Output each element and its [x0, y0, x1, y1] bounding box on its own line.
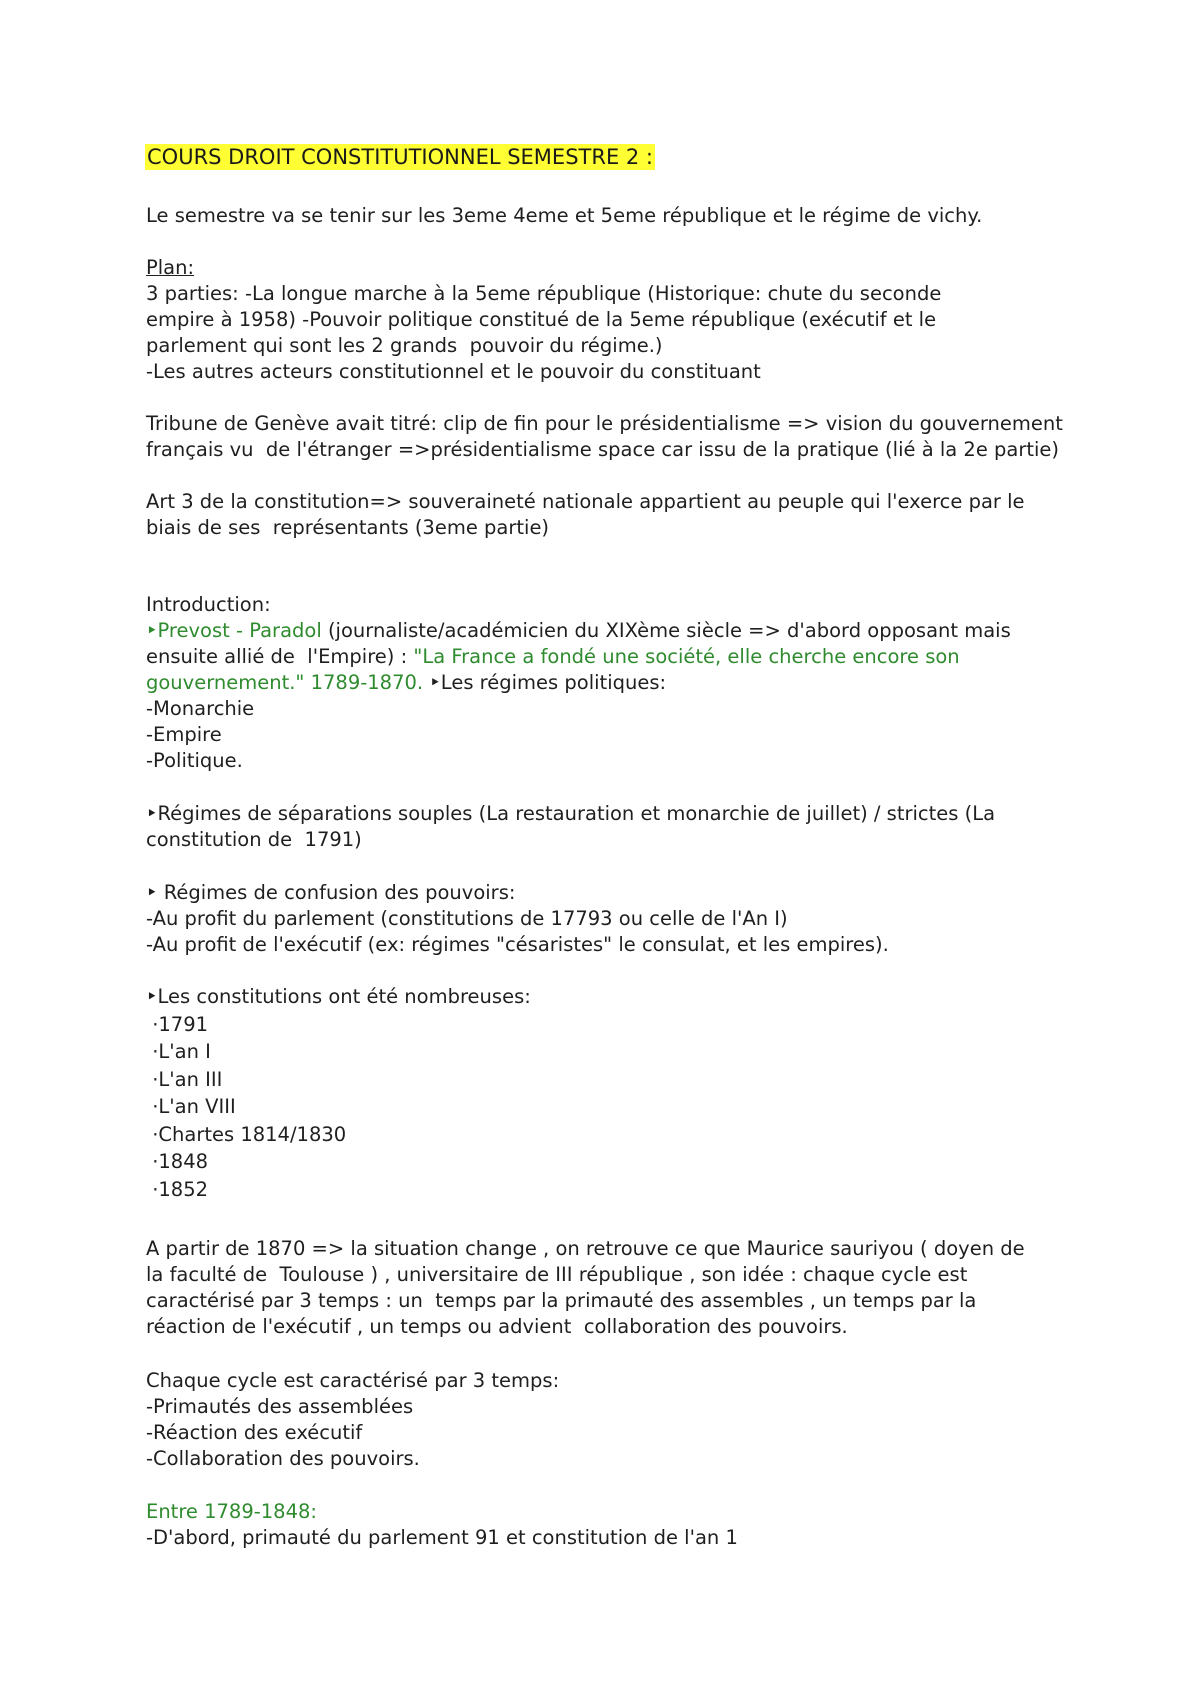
introduction-line-2: ensuite allié de l'Empire) : "La France a fondé une société, elle cherche encore son	[146, 645, 960, 668]
cycle-line: Chaque cycle est caractérisé par 3 temps:	[146, 1369, 560, 1392]
regime-item: -Politique.	[146, 749, 243, 772]
partir-1870-line: caractérisé par 3 temps : un temps par la primauté des assembles , un temps par la	[146, 1289, 977, 1312]
partir-1870-paragraph	[146, 1236, 1096, 1340]
separations-line: constitution de 1791)	[146, 828, 362, 851]
plan-line: parlement qui sont les 2 grands pouvoir du régime.)	[146, 334, 663, 357]
art3-line: biais de ses représentants (3eme partie)	[146, 516, 550, 539]
partir-1870-line: réaction de l'exécutif , un temps ou advient collaboration des pouvoirs.	[146, 1315, 848, 1338]
tribune-line: français vu de l'étranger =>présidentialisme space car issu de la pratique (lié à la 2e partie)	[146, 438, 1060, 461]
intro-line: Le semestre va se tenir sur les 3eme 4eme et 5eme république et le régime de vichy.	[146, 204, 983, 227]
quote-end: gouvernement." 1789-1870.	[146, 671, 430, 694]
tribune-paragraph	[146, 411, 1096, 463]
cycle-line: -Primautés des assemblées	[146, 1395, 414, 1418]
constitution-item: ·1848	[146, 1150, 209, 1173]
plan-section	[146, 255, 1096, 385]
constitution-item: ·1791	[146, 1012, 209, 1036]
title-highlight: COURS DROIT CONSTITUTIONNEL SEMESTRE 2 :	[147, 145, 653, 169]
confusion-line: ‣ Régimes de confusion des pouvoirs:	[146, 881, 516, 904]
constitution-item: ·L'an VIII	[146, 1095, 236, 1118]
confusion-paragraph	[146, 880, 1096, 958]
confusion-line: -Au profit du parlement (constitutions de 17793 ou celle de l'An I)	[146, 907, 788, 930]
cycle-paragraph	[146, 1368, 1096, 1472]
constitution-item: ·L'an I	[146, 1040, 211, 1063]
entre-section	[146, 1499, 1096, 1551]
constitutions-heading: ‣Les constitutions ont été nombreuses:	[146, 985, 531, 1008]
constitutions-section	[146, 983, 1096, 1203]
tribune-line: Tribune de Genève avait titré: clip de fin pour le présidentialisme => vision du gouvernement	[146, 412, 1063, 435]
introduction-line-3: gouvernement." 1789-1870. ‣Les régimes politiques:	[146, 671, 667, 694]
quote: "La France a fondé une société, elle cherche encore son	[413, 645, 960, 668]
document-title	[145, 145, 655, 169]
art3-paragraph	[146, 489, 1096, 541]
plan-line: empire à 1958) -Pouvoir politique constitué de la 5eme république (exécutif et le	[146, 308, 937, 331]
partir-1870-line: A partir de 1870 => la situation change , on retrouve ce que Maurice sauriyou ( doyen de	[146, 1237, 1025, 1260]
confusion-line: -Au profit de l'exécutif (ex: régimes "césaristes" le consulat, et les empires).	[146, 933, 889, 956]
separations-line: ‣Régimes de séparations souples (La restauration et monarchie de juillet) / strictes (La	[146, 802, 996, 825]
intro-paragraph	[146, 203, 1096, 229]
regime-item: -Monarchie	[146, 697, 255, 720]
introduction-line-1: ‣Prevost - Paradol (journaliste/académicien du XIXème siècle => d'abord opposant mais	[146, 619, 1011, 642]
plan-line: 3 parties: -La longue marche à la 5eme république (Historique: chute du seconde	[146, 282, 942, 305]
constitution-item: ·Chartes 1814/1830	[146, 1122, 347, 1146]
introduction-heading: Introduction:	[146, 593, 271, 616]
cycle-line: -Collaboration des pouvoirs.	[146, 1447, 420, 1470]
constitution-item: ·1852	[146, 1177, 209, 1201]
introduction-section	[146, 592, 1096, 774]
cycle-line: -Réaction des exécutif	[146, 1421, 363, 1444]
constitution-item: ·L'an III	[146, 1067, 223, 1091]
plan-label: Plan:	[146, 256, 195, 279]
art3-line: Art 3 de la constitution=> souveraineté nationale appartient au peuple qui l'exerce par le	[146, 490, 1025, 513]
entre-heading: Entre 1789-1848:	[146, 1500, 317, 1523]
separations-paragraph	[146, 801, 1096, 853]
plan-line: -Les autres acteurs constitutionnel et le pouvoir du constituant	[146, 360, 761, 383]
entre-line: -D'abord, primauté du parlement 91 et constitution de l'an 1	[146, 1526, 738, 1549]
prevost-paradol: ‣Prevost - Paradol	[146, 619, 322, 642]
regime-item: -Empire	[146, 723, 222, 746]
partir-1870-line: la faculté de Toulouse ) , universitaire de III république , son idée : chaque cycle est	[146, 1263, 968, 1286]
